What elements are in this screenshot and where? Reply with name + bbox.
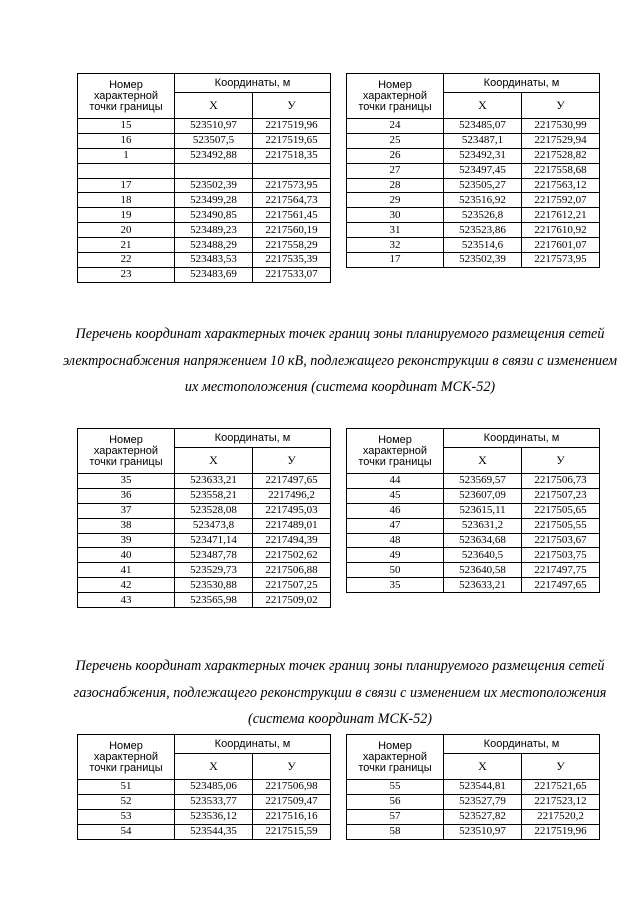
y-coordinate-cell: 2217509,02 xyxy=(253,593,331,608)
table-row xyxy=(347,794,600,809)
point-number-cell: 26 xyxy=(347,148,444,163)
x-coordinate-cell: 523490,85 xyxy=(175,208,253,223)
y-header: У xyxy=(522,754,600,780)
point-number-cell: 37 xyxy=(78,503,175,518)
table-row xyxy=(78,223,331,238)
x-coordinate-cell: 523499,28 xyxy=(175,193,253,208)
x-coordinate-cell: 523640,5 xyxy=(444,548,522,563)
table-row xyxy=(78,474,331,489)
y-coordinate-cell: 2217503,67 xyxy=(522,533,600,548)
section-caption: Перечень координат характерных точек границ зоны планируемого размещения сетей электроснабжения напряжением 10 кВ, подлежащего реконструкции в связи с изменением их местоположения (система координат МСК-52) xyxy=(62,326,618,395)
table-row xyxy=(78,593,331,608)
table-row xyxy=(78,267,331,282)
y-coordinate-cell: 2217519,65 xyxy=(253,133,331,148)
section-caption: Перечень координат характерных точек границ зоны планируемого размещения сетей газоснабжения, подлежащего реконструкции в связи с изменением их местоположения (система координат МСК-52) xyxy=(73,658,607,727)
point-number-cell: 38 xyxy=(78,518,175,533)
x-coordinate-cell: 523528,08 xyxy=(175,503,253,518)
point-number-cell: 46 xyxy=(347,503,444,518)
x-coordinate-cell: 523502,39 xyxy=(175,178,253,193)
point-number-header: Номер характерной точки границы xyxy=(78,429,175,474)
point-number-cell: 31 xyxy=(347,223,444,238)
point-number-header: Номер характерной точки границы xyxy=(347,735,444,780)
x-coordinate-cell: 523487,1 xyxy=(444,133,522,148)
x-coordinate-cell: 523527,79 xyxy=(444,794,522,809)
point-number-cell: 20 xyxy=(78,223,175,238)
x-header: X xyxy=(444,448,522,474)
table-header-row xyxy=(347,429,600,448)
table-row xyxy=(347,193,600,208)
x-coordinate-cell: 523507,5 xyxy=(175,133,253,148)
coord-table xyxy=(77,73,331,283)
table-row xyxy=(347,163,600,178)
x-coordinate-cell: 523473,8 xyxy=(175,518,253,533)
table-row xyxy=(78,253,331,268)
table-row xyxy=(78,578,331,593)
y-coordinate-cell: 2217515,59 xyxy=(253,824,331,839)
table-row xyxy=(78,503,331,518)
table-row xyxy=(78,563,331,578)
x-coordinate-cell: 523565,98 xyxy=(175,593,253,608)
table-header-row xyxy=(78,429,331,448)
table-header-row xyxy=(78,74,331,93)
coord-table xyxy=(77,734,331,840)
x-coordinate-cell: 523633,21 xyxy=(444,578,522,593)
table-row xyxy=(78,208,331,223)
table-row xyxy=(78,518,331,533)
x-coordinate-cell: 523526,8 xyxy=(444,208,522,223)
coord-table xyxy=(77,428,331,608)
y-coordinate-cell: 2217505,65 xyxy=(522,503,600,518)
x-coordinate-cell: 523489,23 xyxy=(175,223,253,238)
table-row xyxy=(347,178,600,193)
table-row xyxy=(78,119,331,134)
y-header: У xyxy=(522,448,600,474)
x-coordinate-cell: 523483,69 xyxy=(175,267,253,282)
point-number-header: Номер характерной точки границы xyxy=(347,429,444,474)
x-header: X xyxy=(175,93,253,119)
point-number-cell: 29 xyxy=(347,193,444,208)
point-number-cell: 23 xyxy=(78,267,175,282)
x-header: X xyxy=(175,754,253,780)
y-coordinate-cell: 2217523,12 xyxy=(522,794,600,809)
y-coordinate-cell: 2217563,12 xyxy=(522,178,600,193)
x-coordinate-cell: 523485,06 xyxy=(175,780,253,795)
point-number-cell: 39 xyxy=(78,533,175,548)
point-number-cell: 17 xyxy=(347,253,444,268)
point-number-cell: 57 xyxy=(347,809,444,824)
y-coordinate-cell: 2217564,73 xyxy=(253,193,331,208)
point-number-cell: 17 xyxy=(78,178,175,193)
point-number-cell: 21 xyxy=(78,238,175,253)
point-number-cell: 25 xyxy=(347,133,444,148)
x-coordinate-cell: 523471,14 xyxy=(175,533,253,548)
table-row xyxy=(347,223,600,238)
y-coordinate-cell: 2217497,65 xyxy=(522,578,600,593)
y-header: У xyxy=(253,93,331,119)
x-coordinate-cell: 523487,78 xyxy=(175,548,253,563)
table-row xyxy=(78,133,331,148)
x-coordinate-cell: 523607,09 xyxy=(444,488,522,503)
point-number-cell: 54 xyxy=(78,824,175,839)
table-row xyxy=(347,780,600,795)
x-header: X xyxy=(444,754,522,780)
table-header-row xyxy=(347,74,600,93)
table-header-row xyxy=(347,735,600,754)
x-coordinate-cell: 523536,12 xyxy=(175,809,253,824)
coordinates-header: Координаты, м xyxy=(175,429,331,448)
table-row xyxy=(78,780,331,795)
point-number-cell: 35 xyxy=(347,578,444,593)
table-row xyxy=(347,474,600,489)
x-coordinate-cell: 523529,73 xyxy=(175,563,253,578)
coord-table xyxy=(346,734,600,840)
y-header: У xyxy=(253,448,331,474)
point-number-cell: 36 xyxy=(78,488,175,503)
table-row xyxy=(347,809,600,824)
x-header: X xyxy=(444,93,522,119)
table-row xyxy=(78,148,331,163)
point-number-cell: 52 xyxy=(78,794,175,809)
point-number-cell: 30 xyxy=(347,208,444,223)
point-number-cell: 15 xyxy=(78,119,175,134)
point-number-cell: 28 xyxy=(347,178,444,193)
point-number-cell: 49 xyxy=(347,548,444,563)
y-coordinate-cell: 2217601,07 xyxy=(522,238,600,253)
y-coordinate-cell xyxy=(253,163,331,178)
y-coordinate-cell: 2217506,73 xyxy=(522,474,600,489)
point-number-header: Номер характерной точки границы xyxy=(78,74,175,119)
table-row xyxy=(78,163,331,178)
x-coordinate-cell: 523514,6 xyxy=(444,238,522,253)
point-number-cell: 47 xyxy=(347,518,444,533)
x-header: X xyxy=(175,448,253,474)
point-number-cell: 56 xyxy=(347,794,444,809)
y-coordinate-cell: 2217497,65 xyxy=(253,474,331,489)
table-row xyxy=(347,548,600,563)
x-coordinate-cell: 523523,86 xyxy=(444,223,522,238)
table-row xyxy=(78,178,331,193)
x-coordinate-cell: 523530,88 xyxy=(175,578,253,593)
table-row xyxy=(347,238,600,253)
y-coordinate-cell: 2217535,39 xyxy=(253,253,331,268)
point-number-cell: 48 xyxy=(347,533,444,548)
x-coordinate-cell: 523640,58 xyxy=(444,563,522,578)
x-coordinate-cell: 523492,88 xyxy=(175,148,253,163)
table-row xyxy=(347,148,600,163)
x-coordinate-cell: 523488,29 xyxy=(175,238,253,253)
x-coordinate-cell: 523502,39 xyxy=(444,253,522,268)
coordinates-header: Координаты, м xyxy=(444,429,600,448)
table-row xyxy=(78,488,331,503)
y-coordinate-cell: 2217494,39 xyxy=(253,533,331,548)
y-coordinate-cell: 2217505,55 xyxy=(522,518,600,533)
point-number-cell: 27 xyxy=(347,163,444,178)
y-coordinate-cell: 2217610,92 xyxy=(522,223,600,238)
coordinates-header: Координаты, м xyxy=(444,735,600,754)
y-coordinate-cell: 2217573,95 xyxy=(253,178,331,193)
y-coordinate-cell: 2217520,2 xyxy=(522,809,600,824)
y-coordinate-cell: 2217558,29 xyxy=(253,238,331,253)
point-number-header: Номер характерной точки границы xyxy=(78,735,175,780)
y-coordinate-cell: 2217506,88 xyxy=(253,563,331,578)
x-coordinate-cell: 523483,53 xyxy=(175,253,253,268)
table-row xyxy=(78,824,331,839)
y-header: У xyxy=(253,754,331,780)
point-number-cell: 44 xyxy=(347,474,444,489)
x-coordinate-cell: 523497,45 xyxy=(444,163,522,178)
y-coordinate-cell: 2217529,94 xyxy=(522,133,600,148)
y-coordinate-cell: 2217612,21 xyxy=(522,208,600,223)
point-number-cell: 18 xyxy=(78,193,175,208)
point-number-cell: 45 xyxy=(347,488,444,503)
table-row xyxy=(347,563,600,578)
point-number-cell: 19 xyxy=(78,208,175,223)
y-coordinate-cell: 2217502,62 xyxy=(253,548,331,563)
table-row xyxy=(347,253,600,268)
table-row xyxy=(78,533,331,548)
table-row xyxy=(78,548,331,563)
point-number-header: Номер характерной точки границы xyxy=(347,74,444,119)
y-coordinate-cell: 2217509,47 xyxy=(253,794,331,809)
y-coordinate-cell: 2217519,96 xyxy=(522,824,600,839)
point-number-cell: 58 xyxy=(347,824,444,839)
x-coordinate-cell: 523510,97 xyxy=(444,824,522,839)
x-coordinate-cell: 523492,31 xyxy=(444,148,522,163)
table-row xyxy=(78,809,331,824)
table-row xyxy=(347,533,600,548)
y-coordinate-cell: 2217592,07 xyxy=(522,193,600,208)
y-coordinate-cell: 2217530,99 xyxy=(522,119,600,134)
point-number-cell: 35 xyxy=(78,474,175,489)
table-row xyxy=(347,518,600,533)
table-row xyxy=(347,578,600,593)
point-number-cell xyxy=(78,163,175,178)
coordinates-header: Координаты, м xyxy=(444,74,600,93)
x-coordinate-cell: 523633,21 xyxy=(175,474,253,489)
table-row xyxy=(347,133,600,148)
y-coordinate-cell: 2217496,2 xyxy=(253,488,331,503)
x-coordinate-cell: 523510,97 xyxy=(175,119,253,134)
y-coordinate-cell: 2217506,98 xyxy=(253,780,331,795)
point-number-cell: 1 xyxy=(78,148,175,163)
y-coordinate-cell: 2217489,01 xyxy=(253,518,331,533)
y-coordinate-cell: 2217495,03 xyxy=(253,503,331,518)
table-row xyxy=(347,824,600,839)
table-header-row xyxy=(78,735,331,754)
coordinates-header: Координаты, м xyxy=(175,735,331,754)
y-coordinate-cell: 2217533,07 xyxy=(253,267,331,282)
x-coordinate-cell: 523558,21 xyxy=(175,488,253,503)
point-number-cell: 55 xyxy=(347,780,444,795)
table-row xyxy=(347,119,600,134)
point-number-cell: 53 xyxy=(78,809,175,824)
point-number-cell: 24 xyxy=(347,119,444,134)
point-number-cell: 51 xyxy=(78,780,175,795)
coord-table xyxy=(346,428,600,593)
point-number-cell: 42 xyxy=(78,578,175,593)
y-coordinate-cell: 2217519,96 xyxy=(253,119,331,134)
x-coordinate-cell: 523544,35 xyxy=(175,824,253,839)
point-number-cell: 32 xyxy=(347,238,444,253)
x-coordinate-cell: 523544,81 xyxy=(444,780,522,795)
y-coordinate-cell: 2217518,35 xyxy=(253,148,331,163)
table-row xyxy=(78,794,331,809)
y-coordinate-cell: 2217573,95 xyxy=(522,253,600,268)
x-coordinate-cell xyxy=(175,163,253,178)
point-number-cell: 50 xyxy=(347,563,444,578)
coord-table xyxy=(346,73,600,268)
point-number-cell: 43 xyxy=(78,593,175,608)
x-coordinate-cell: 523631,2 xyxy=(444,518,522,533)
y-coordinate-cell: 2217497,75 xyxy=(522,563,600,578)
y-coordinate-cell: 2217561,45 xyxy=(253,208,331,223)
table-row xyxy=(347,488,600,503)
table-row xyxy=(78,238,331,253)
y-coordinate-cell: 2217507,23 xyxy=(522,488,600,503)
point-number-cell: 22 xyxy=(78,253,175,268)
y-header: У xyxy=(522,93,600,119)
x-coordinate-cell: 523516,92 xyxy=(444,193,522,208)
x-coordinate-cell: 523615,11 xyxy=(444,503,522,518)
x-coordinate-cell: 523505,27 xyxy=(444,178,522,193)
y-coordinate-cell: 2217560,19 xyxy=(253,223,331,238)
point-number-cell: 16 xyxy=(78,133,175,148)
x-coordinate-cell: 523533,77 xyxy=(175,794,253,809)
x-coordinate-cell: 523527,82 xyxy=(444,809,522,824)
y-coordinate-cell: 2217528,82 xyxy=(522,148,600,163)
point-number-cell: 41 xyxy=(78,563,175,578)
y-coordinate-cell: 2217503,75 xyxy=(522,548,600,563)
point-number-cell: 40 xyxy=(78,548,175,563)
y-coordinate-cell: 2217507,25 xyxy=(253,578,331,593)
y-coordinate-cell: 2217516,16 xyxy=(253,809,331,824)
x-coordinate-cell: 523569,57 xyxy=(444,474,522,489)
x-coordinate-cell: 523485,07 xyxy=(444,119,522,134)
table-row xyxy=(347,503,600,518)
x-coordinate-cell: 523634,68 xyxy=(444,533,522,548)
table-row xyxy=(347,208,600,223)
coordinates-header: Координаты, м xyxy=(175,74,331,93)
table-row xyxy=(78,193,331,208)
y-coordinate-cell: 2217558,68 xyxy=(522,163,600,178)
y-coordinate-cell: 2217521,65 xyxy=(522,780,600,795)
